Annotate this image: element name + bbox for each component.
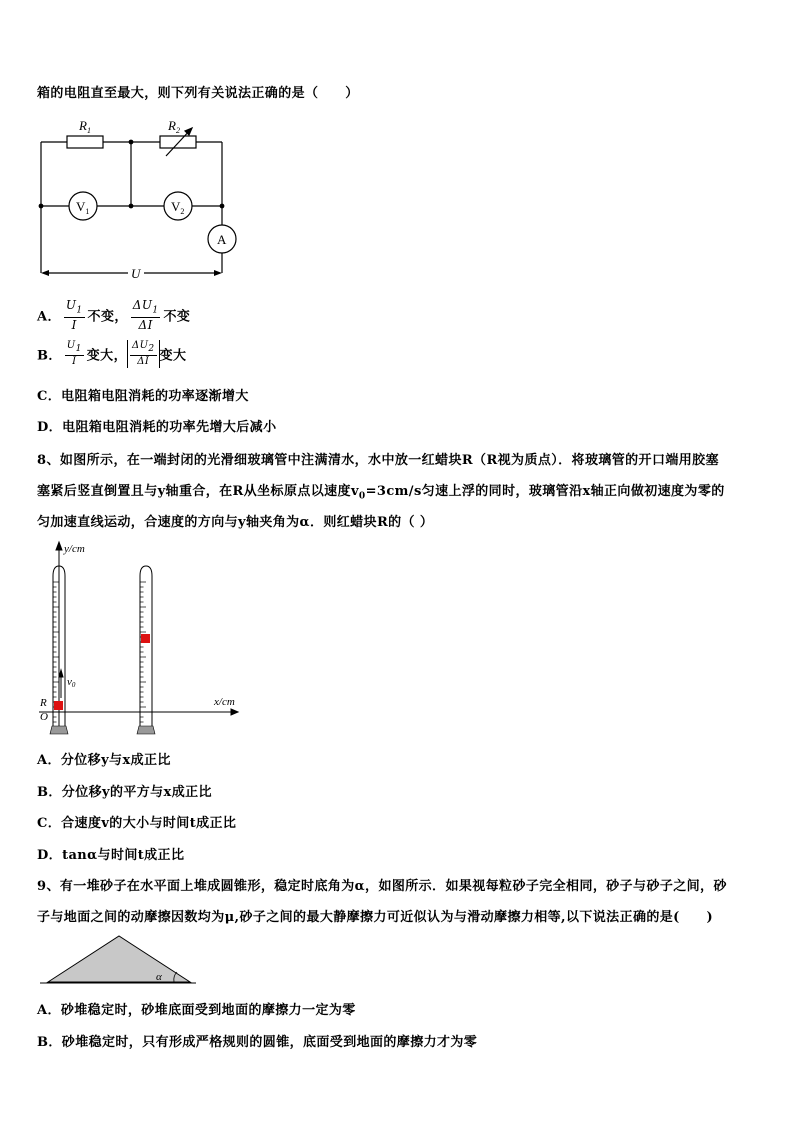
q7-option-d[interactable]: D．电阻箱电阻消耗的功率先增大后减小 xyxy=(37,420,277,435)
q7-option-a[interactable]: A． $\frac{U_1}{I}$ 不变， $\frac{\Delta U_1}{\Delta I}$ 不变 xyxy=(37,298,191,333)
q8-tube-figure xyxy=(34,538,244,738)
q9-option-b[interactable]: B．砂堆稳定时，只有形成严格规则的圆锥，底面受到地面的摩擦力才为零 xyxy=(37,1035,478,1050)
q7-option-c[interactable]: C．电阻箱电阻消耗的功率逐渐增大 xyxy=(37,389,249,404)
svg-text:y/cm: y/cm xyxy=(64,543,85,555)
q7-circuit-diagram xyxy=(30,110,260,280)
svg-text:α: α xyxy=(156,971,162,983)
q8-option-a[interactable]: A．分位移y与x成正比 xyxy=(37,753,171,768)
svg-text:A: A xyxy=(217,232,227,247)
svg-text:v0: v0 xyxy=(67,676,76,689)
q7-stem-tail: 箱的电阻直至最大，则下列有关说法正确的是（ ） xyxy=(37,86,359,101)
q8-stem-line1: 8、如图所示，在一端封闭的光滑细玻璃管中注满清水，水中放一红蜡块R（R视为质点）．将玻璃管的开口端用胶塞 xyxy=(37,453,719,468)
q8-option-c[interactable]: C．合速度v的大小与时间t成正比 xyxy=(37,816,237,831)
q8-option-b[interactable]: B．分位移y的平方与x成正比 xyxy=(37,785,212,800)
rheostat-r2 xyxy=(160,136,196,148)
svg-text:R: R xyxy=(40,697,47,709)
q8-stem-line2: 塞紧后竖直倒置且与y轴重合，在R从坐标原点以速度$v_0=3cm/s$匀速上浮的同时，玻璃管沿x轴正向做初速度为零的 xyxy=(37,484,725,502)
q9-stem-line1: 9、有一堆砂子在水平面上堆成圆锥形，稳定时底角为α，如图所示．如果视每粒砂子完全相同，砂子与砂子之间，砂 xyxy=(37,879,727,894)
svg-text:V2: $V_2$ xyxy=(171,199,185,216)
q9-stem-line2: 子与地面之间的动摩擦因数均为μ,砂子之间的最大静摩擦力可近似认为与滑动摩擦力相等,以下说法正确的是( ) xyxy=(37,910,714,925)
svg-text:V1: $V_1$ xyxy=(76,199,90,216)
wax-block-later xyxy=(141,634,150,643)
resistor-r1 xyxy=(67,136,103,148)
svg-text:x/cm: x/cm xyxy=(214,696,235,708)
svg-text:R1: $R_1$ xyxy=(79,118,91,135)
q9-option-a[interactable]: A．砂堆稳定时，砂堆底面受到地面的摩擦力一定为零 xyxy=(37,1003,356,1018)
wax-block-start xyxy=(54,701,63,710)
q8-stem-line3: 匀加速直线运动，合速度的方向与y轴夹角为α．则红蜡块R的（ ） xyxy=(37,515,434,530)
svg-text:R2: $R_2$ xyxy=(168,118,180,135)
svg-text:U: U xyxy=(131,266,141,280)
svg-text:O: O xyxy=(40,711,48,723)
q9-sand-pile-figure xyxy=(38,932,198,988)
q8-option-d[interactable]: D．tanα与时间t成正比 xyxy=(37,848,185,863)
q7-option-b[interactable]: B． $\frac{U_1}{I}$ 变大， $\frac{\Delta U_2}{\Delta I}$ 变大 xyxy=(37,340,187,367)
